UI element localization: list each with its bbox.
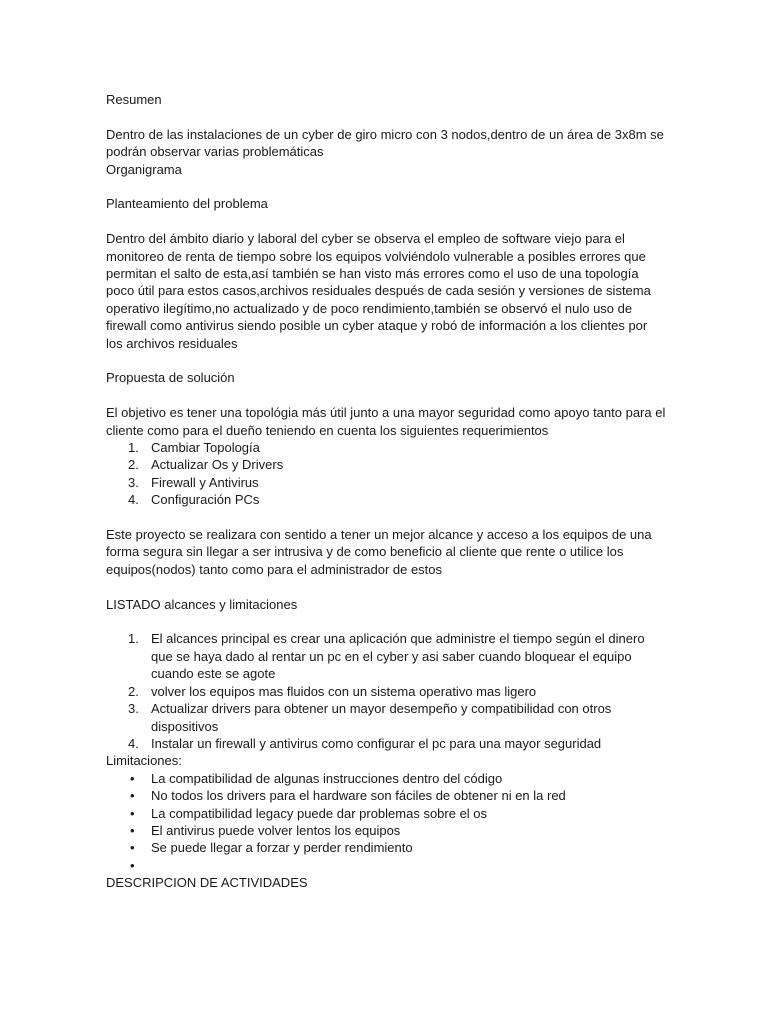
list-item-text: Cambiar Topología [151, 440, 260, 456]
actividades-heading: DESCRIPCION DE ACTIVIDADES [106, 875, 308, 891]
list-item [106, 439, 666, 456]
list-item [106, 683, 666, 700]
bullet-item-text: La compatibilidad de algunas instrucciones dentro del código [151, 770, 503, 786]
bullet-item-text: La compatibilidad legacy puede dar problemas sobre el os [151, 805, 488, 821]
organigrama-heading: Organigrama [106, 161, 182, 177]
list-number: 3. [128, 474, 139, 490]
list-number: 4. [128, 735, 139, 751]
list-item-text: volver los equipos mas fluidos con un sistema operativo mas ligero [151, 683, 537, 699]
alcances-list [106, 630, 666, 752]
document-page [106, 91, 666, 892]
resumen-heading: Resumen [106, 92, 162, 107]
list-item-text: Firewall y Antivirus [151, 474, 259, 490]
list-item [106, 700, 666, 735]
list-item [106, 456, 666, 473]
spacer [106, 108, 666, 125]
requerimientos-list [106, 439, 666, 509]
list-item-text: Instalar un firewall y antivirus como configurar el pc para una mayor seguridad [151, 735, 602, 751]
bullet-item-empty [106, 857, 666, 874]
list-item [106, 474, 666, 491]
list-number: 4. [128, 492, 139, 508]
spacer [106, 613, 666, 630]
limitaciones-heading: Limitaciones: [106, 753, 182, 769]
bullet-item-text [151, 858, 155, 873]
planteamiento-paragraph: Dentro del ámbito diario y laboral del cyber se observa el empleo de software viejo para el monitoreo de renta de tiempo sobre los equipos volviéndolo vulnerable a posibles errores que permitan el salto de esta,así también se han visto más errores como el uso de una topología poco útil para estos casos,archivos residuales después de cada sesión y versiones de sistema operativo ilegítimo,no actualizado y de poco rendimiento,también se observó el nulo uso de firewall como antivirus siendo posible un cyber ataque y robó de información a los clientes por los archivos residuales [106, 231, 651, 351]
list-item-text: Configuración PCs [151, 492, 260, 508]
limitaciones-list [106, 770, 666, 874]
planteamiento-heading: Planteamiento del problema [106, 196, 268, 212]
list-number: 2. [128, 457, 139, 473]
bullet-marker: • [130, 770, 135, 786]
bullet-item [106, 822, 666, 839]
bullet-item [106, 839, 666, 856]
listado-heading: LISTADO alcances y limitaciones [106, 596, 298, 612]
bullet-item-text: Se puede llegar a forzar y perder rendimiento [151, 840, 413, 856]
spacer [106, 352, 666, 369]
bullet-item [106, 787, 666, 804]
list-item [106, 735, 666, 752]
list-item [106, 491, 666, 508]
list-number: 1. [128, 440, 139, 456]
list-number: 1. [128, 631, 139, 647]
spacer [106, 578, 666, 595]
spacer [106, 213, 666, 230]
bullet-item [106, 805, 666, 822]
bullet-marker: • [130, 840, 135, 856]
bullet-item [106, 770, 666, 787]
list-number: 2. [128, 683, 139, 699]
bullet-item-text: El antivirus puede volver lentos los equipos [151, 822, 401, 838]
spacer [106, 509, 666, 526]
bullet-marker: • [130, 805, 135, 821]
list-item-text: Actualizar drivers para obtener un mayor desempeño y compatibilidad con otros dispositivos [151, 701, 612, 734]
bullet-marker: • [130, 822, 135, 838]
list-item-text: El alcances principal es crear una aplicación que administre el tiempo según el dinero que se haya dado al rentar un pc en el cyber y asi saber cuando bloquear el equipo cuando este se agote [151, 631, 645, 682]
propuesta-heading: Propuesta de solución [106, 370, 235, 386]
list-number: 3. [128, 701, 139, 717]
spacer [106, 178, 666, 195]
bullet-marker: • [130, 788, 135, 804]
bullet-item-text: No todos los drivers para el hardware son fáciles de obtener ni en la red [151, 788, 566, 804]
list-item-text: Actualizar Os y Drivers [151, 457, 284, 473]
bullet-marker: • [130, 857, 135, 873]
proyecto-paragraph: Este proyecto se realizara con sentido a tener un mejor alcance y acceso a los equipos de una forma segura sin llegar a ser intrusiva y de como beneficio al cliente que rente o utilice los equipos(nodos) tanto como para el administrador de estos [106, 527, 652, 577]
propuesta-paragraph: El objetivo es tener una topológia más útil junto a una mayor seguridad como apoyo tanto para el cliente como para el dueño teniendo en cuenta los siguientes requerimientos [106, 405, 666, 438]
list-item [106, 630, 666, 682]
resumen-paragraph: Dentro de las instalaciones de un cyber de giro micro con 3 nodos,dentro de un área de 3x8m se podrán observar varias problemáticas [106, 126, 664, 160]
spacer [106, 387, 666, 404]
